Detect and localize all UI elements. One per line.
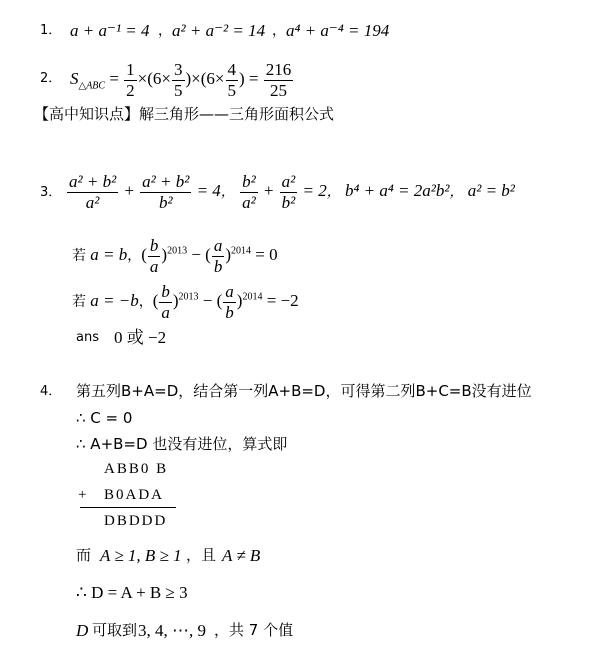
problem-1-eq1: a + a⁻¹ = 4	[70, 21, 150, 40]
answer-value: 0 或 −2	[114, 328, 167, 347]
fraction-four-fifths: $\frac{4}{5}$	[227, 60, 237, 100]
addition-rule	[80, 507, 176, 508]
problem-4-text1: 第五列B+A=D，结合第一列A+B=D，可得第二列B+C=B没有进位	[76, 382, 532, 400]
answer-label: ans	[76, 330, 99, 345]
problem-4-text2: ∴ C = 0	[76, 409, 133, 427]
fraction-result: $\frac{216}{25}$	[265, 60, 292, 100]
problem-4-line5: ∴ D = A + B ≥ 3	[76, 583, 188, 602]
triangle-subscript: △ABC	[78, 80, 106, 92]
addition-row-2: B0ADA	[104, 487, 165, 503]
problem-1-eq2: a² + a⁻² = 14	[172, 21, 266, 40]
knowledge-note: 【高中知识点】解三角形——三角形面积公式	[34, 105, 335, 123]
problem-4-text3: ∴ A+B=D 也没有进位，算式即	[76, 435, 288, 453]
addition-result-row: DBDDD	[104, 513, 168, 529]
separator: ，	[272, 23, 286, 39]
problem-3-number: 3．	[40, 185, 62, 200]
separator: ，	[158, 23, 172, 39]
problem-2-number: 2．	[40, 71, 62, 86]
problem-1-number: 1．	[40, 23, 62, 38]
addition-row-1: ABB0 B	[104, 461, 169, 477]
problem-2-formula: $S_{\triangle ABC}$ = $\frac{1}{2}$ ×(6× $\frac{3}{5}$ )×(6× $\frac{4}{5}$ ) = $\frac{216}{25}$	[70, 60, 292, 100]
problem-4-number: 4．	[40, 384, 62, 399]
area-symbol: S	[70, 68, 79, 88]
addition-plus-sign: +	[78, 487, 89, 503]
problem-3-equations: $\frac{\text{a² + b²}}{\text{a²}}$ + $\frac{\text{a² + b²}}{\text{b²}}$ = 4， $\frac{\text{b²}}{\text{a²}}$ + $\frac{\text{a²}}{\text{b²}}$ = 2， b⁴ + a⁴ = 2a²b²， a² = b²	[69, 172, 515, 212]
fraction-half: $\frac{1}{2}$	[126, 60, 135, 100]
fraction-three-fifths: $\frac{3}{5}$	[174, 60, 183, 100]
solution-page: 1． a + a⁻¹ = 4 ， a² + a⁻² = 14 ， a⁴ + a⁻⁴ = 194 2． $S_{\triangle ABC}$ = $\frac{1}{2}$ ×(6× $\frac{3}{5}$ )×(6× $\frac{4}{5}$ ) = $\frac{216}{25}$ 【高中知识点】解三角形——三角形面积公式 3． $\frac{\text{a² + b²}}{\text{a²}}$ + $\frac{\text{a² + b²}}{\text{b²}}$ = 4， $\frac{\text{b²}}{\text{a²}}$ + $\frac{\text{a²}}{\text{b²}}$ = 2， b⁴ + a⁴ = 2a²b²， a² = b² 若 a = b，( $\frac{b}{a}$ )$^{2013}$ − ( $\frac{a}{b}$ )$^{2014}$ = 0 若 a = −b，( $\frac{b}{a}$ )$^{2013}$ − ( $\frac{a}{b}$ )$^{2014}$ = −2 ans 0 或 −2 4． 第五列B+A=D，结合第一列A+B=D，可得第二列B+C=B没有进位 ∴ C = 0 ∴ A+B=D 也没有进位，算式即 ABB0 B + B0ADA DBDDD 而 A ≥ 1, B ≥ 1 ，且 A ≠ B ∴ D = A + B ≥ 3 D 可取到 3, 4, ⋯, 9 ，共 7 个值	[34, 21, 532, 640]
problem-1-eq3: a⁴ + a⁻⁴ = 194	[286, 21, 390, 40]
